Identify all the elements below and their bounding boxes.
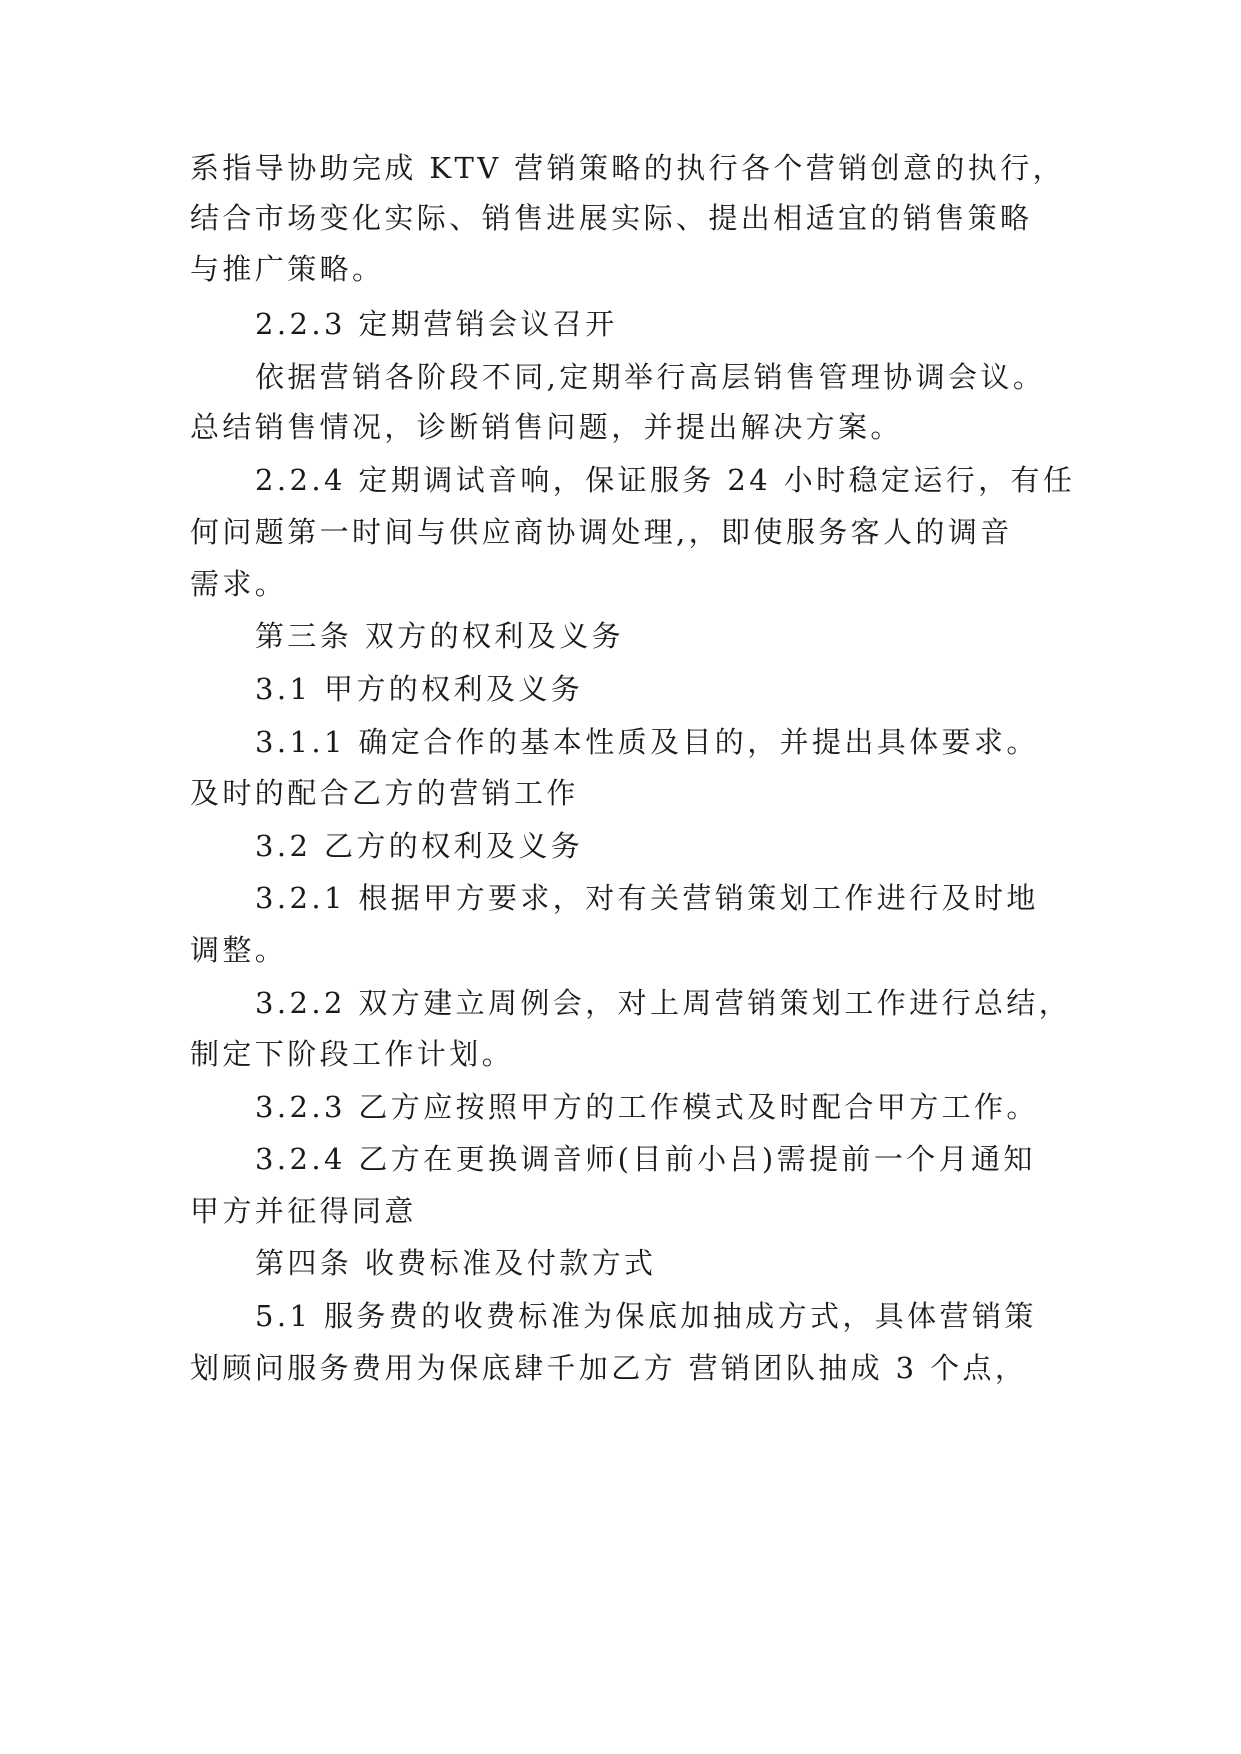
body-line: 甲方并征得同意 (190, 1194, 417, 1228)
body-line: 系指导协助完成 KTV 营销策略的执行各个营销创意的执行， (190, 151, 1065, 185)
body-line: 结合市场变化实际、销售进展实际、提出相适宜的销售策略 (190, 201, 1033, 235)
body-line: 2.2.4 定期调试音响，保证服务 24 小时稳定运行，有任 (255, 463, 1076, 497)
body-line: 需求。 (190, 567, 288, 601)
body-line: 3.2.2 双方建立周例会，对上周营销策划工作进行总结， (255, 986, 1072, 1020)
body-line: 划顾问服务费用为保底肆千加乙方 营销团队抽成 3 个点， (190, 1351, 1028, 1385)
section-heading: 2.2.3 定期营销会议召开 (255, 307, 618, 341)
body-line: 5.1 服务费的收费标准为保底加抽成方式，具体营销策 (255, 1299, 1037, 1333)
body-line: 及时的配合乙方的营销工作 (190, 776, 579, 810)
body-line: 3.2.4 乙方在更换调音师(目前小吕)需提前一个月通知 (255, 1142, 1036, 1176)
section-heading: 3.1 甲方的权利及义务 (255, 672, 584, 706)
article-heading: 第四条 收费标准及付款方式 (255, 1246, 657, 1280)
body-line: 3.2.3 乙方应按照甲方的工作模式及时配合甲方工作。 (255, 1090, 1039, 1124)
body-line: 调整。 (190, 933, 288, 967)
body-line: 总结销售情况，诊断销售问题，并提出解决方案。 (190, 410, 903, 444)
body-line: 制定下阶段工作计划。 (190, 1037, 515, 1071)
section-heading: 3.2 乙方的权利及义务 (255, 829, 584, 863)
article-heading: 第三条 双方的权利及义务 (255, 619, 625, 653)
body-line: 何问题第一时间与供应商协调处理,，即使服务客人的调音 (190, 515, 1013, 549)
body-line: 3.2.1 根据甲方要求，对有关营销策划工作进行及时地 (255, 881, 1039, 915)
body-line: 依据营销各阶段不同,定期举行高层销售管理协调会议。 (255, 360, 1046, 394)
body-line: 3.1.1 确定合作的基本性质及目的，并提出具体要求。 (255, 725, 1039, 759)
body-line: 与推广策略。 (190, 252, 385, 286)
